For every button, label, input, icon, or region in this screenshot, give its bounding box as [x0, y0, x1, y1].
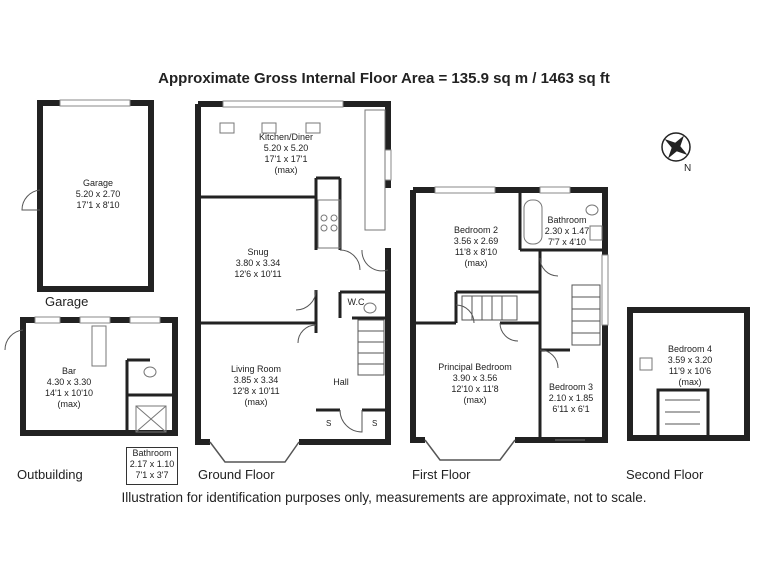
- section-second-floor: Second Floor: [626, 467, 704, 482]
- room-garage: Garage 5.20 x 2.70 17'1 x 8'10: [75, 178, 121, 210]
- room-snug: Snug 3.80 x 3.34 12'6 x 10'11: [234, 247, 282, 279]
- disclaimer: Illustration for identification purposes only, measurements are approximate, not to scale.: [121, 490, 647, 505]
- room-hall: Hall: [333, 377, 349, 387]
- north-label: N: [684, 163, 692, 174]
- room-bar: Bar 4.30 x 3.30 14'1 x 10'10 (max): [45, 366, 93, 409]
- compass-icon: [660, 130, 700, 176]
- room-outbuilding-bathroom: Bathroom 2.17 x 1.10 7'1 x 3'7: [126, 447, 178, 485]
- room-wc: W.C: [347, 297, 365, 307]
- section-ground-floor: Ground Floor: [198, 467, 275, 482]
- floor-area-title: Approximate Gross Internal Floor Area = 135.9 sq m / 1463 sq ft: [158, 70, 610, 87]
- storage-label-2: S: [372, 419, 378, 428]
- room-bedroom-3: Bedroom 3 2.10 x 1.85 6'11 x 6'1: [548, 382, 594, 414]
- room-bedroom-2: Bedroom 2 3.56 x 2.69 11'8 x 8'10 (max): [453, 225, 499, 268]
- section-first-floor: First Floor: [412, 467, 471, 482]
- storage-label-1: S: [326, 419, 332, 428]
- room-kitchen-diner: Kitchen/Diner 5.20 x 5.20 17'1 x 17'1 (max): [258, 132, 314, 175]
- room-living: Living Room 3.85 x 3.34 12'8 x 10'11 (max): [230, 364, 282, 407]
- section-garage: Garage: [45, 294, 89, 309]
- room-bedroom-4: Bedroom 4 3.59 x 3.20 11'9 x 10'6 (max): [667, 344, 713, 387]
- section-outbuilding: Outbuilding: [17, 467, 83, 482]
- room-principal-bedroom: Principal Bedroom 3.90 x 3.56 12'10 x 11'8 (max): [438, 362, 512, 405]
- room-bathroom: Bathroom 2.30 x 1.47 7'7 x 4'10: [544, 215, 590, 247]
